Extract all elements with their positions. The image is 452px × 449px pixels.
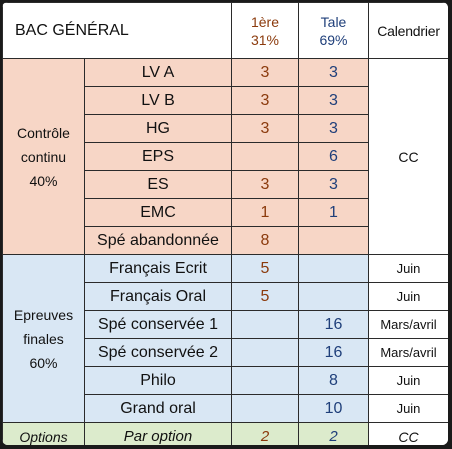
terminale-value: 6: [299, 143, 369, 171]
terminale-value: 16: [299, 339, 369, 367]
calendar-cell: Juin: [369, 283, 449, 311]
terminale-value: 3: [299, 59, 369, 87]
subject-cell: Par option: [85, 423, 232, 446]
terminale-pct: 69%: [319, 31, 348, 48]
terminale-value: 8: [299, 367, 369, 395]
premiere-value: 3: [232, 115, 299, 143]
subject-cell: Français Oral: [85, 283, 232, 311]
premiere-value: 1: [232, 199, 299, 227]
premiere-value: 3: [232, 87, 299, 115]
subject-cell: Spé abandonnée: [85, 227, 232, 255]
calendar-cell: Mars/avril: [369, 311, 449, 339]
group-label-line: 60%: [29, 354, 58, 371]
group-controle-continu: [3, 59, 85, 255]
group-epreuves-finales: [3, 255, 85, 423]
subject-cell: Grand oral: [85, 395, 232, 423]
calendar-cell: Mars/avril: [369, 339, 449, 367]
group-options: Options: [3, 423, 85, 446]
subject-cell: Spé conservée 2: [85, 339, 232, 367]
group-label-line: 40%: [29, 172, 58, 189]
premiere-label: 1ère: [250, 13, 280, 30]
calendar-cc: CC: [369, 59, 449, 255]
subject-cell: LV A: [85, 59, 232, 87]
terminale-value: [299, 227, 369, 255]
subject-cell: ES: [85, 171, 232, 199]
terminale-value: 2: [299, 423, 369, 446]
header-calendar: Calendrier: [369, 3, 449, 59]
premiere-value: [232, 367, 299, 395]
subject-cell: Français Ecrit: [85, 255, 232, 283]
premiere-value: 3: [232, 171, 299, 199]
premiere-value: [232, 311, 299, 339]
calendar-cell: CC: [369, 423, 449, 446]
calendar-cell: Juin: [369, 395, 449, 423]
header-premiere: [232, 3, 299, 59]
premiere-value: [232, 395, 299, 423]
table-title: BAC GÉNÉRAL: [3, 3, 232, 59]
premiere-pct: 31%: [250, 31, 280, 48]
premiere-value: 5: [232, 255, 299, 283]
subject-cell: EPS: [85, 143, 232, 171]
group-label-line: Epreuves: [13, 306, 74, 323]
premiere-value: 2: [232, 423, 299, 446]
group-label-line: finales: [23, 330, 64, 347]
terminale-label: Tale: [320, 13, 347, 30]
calendar-cell: Juin: [369, 367, 449, 395]
terminale-value: 3: [299, 171, 369, 199]
premiere-value: 3: [232, 59, 299, 87]
terminale-value: 1: [299, 199, 369, 227]
subject-cell: Spé conservée 1: [85, 311, 232, 339]
terminale-value: 3: [299, 115, 369, 143]
terminale-value: [299, 283, 369, 311]
subject-cell: HG: [85, 115, 232, 143]
table-row-options: [3, 423, 449, 446]
header-row: [3, 3, 449, 59]
group-label-line: Contrôle: [17, 124, 70, 141]
bac-table: [2, 2, 448, 445]
bac-table-frame: [2, 2, 448, 445]
premiere-value: 5: [232, 283, 299, 311]
subject-cell: Philo: [85, 367, 232, 395]
subject-cell: LV B: [85, 87, 232, 115]
terminale-value: 10: [299, 395, 369, 423]
calendar-cell: Juin: [369, 255, 449, 283]
premiere-value: [232, 143, 299, 171]
terminale-value: [299, 255, 369, 283]
terminale-value: 3: [299, 87, 369, 115]
subject-cell: EMC: [85, 199, 232, 227]
table-row: [3, 59, 449, 87]
premiere-value: [232, 339, 299, 367]
terminale-value: 16: [299, 311, 369, 339]
table-row: [3, 255, 449, 283]
premiere-value: 8: [232, 227, 299, 255]
header-terminale: [299, 3, 369, 59]
group-label-line: continu: [20, 148, 67, 165]
